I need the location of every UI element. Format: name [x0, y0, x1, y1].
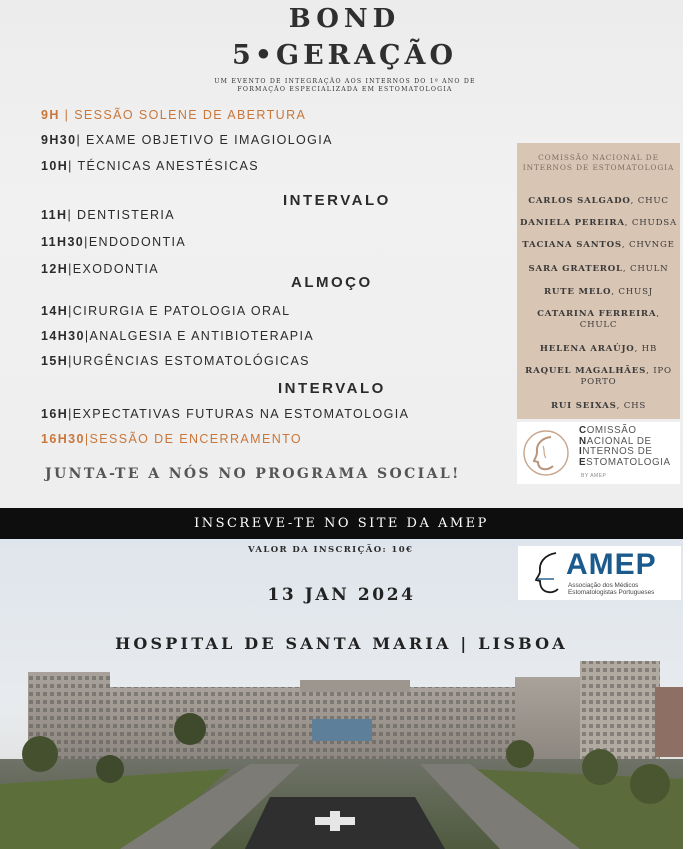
program-label: CIRURGIA E PATOLOGIA ORAL [72, 304, 291, 318]
logo-word: ACIONAL DE [586, 435, 652, 447]
member-institution: HB [641, 344, 658, 354]
commission-member: HELENA ARAÚJO, HB [539, 344, 658, 354]
event-subtitle-generation: 5•GERAÇÃO [231, 40, 458, 71]
member-name: SARA GRATEROL [528, 264, 623, 274]
program-row [41, 354, 310, 368]
program-separator: | [68, 354, 73, 368]
program-time: 14H [41, 304, 69, 318]
program-row [41, 235, 186, 249]
logo-initial: C [579, 425, 587, 436]
program-row [41, 262, 159, 276]
member-institution: CHUC [637, 196, 669, 206]
registration-fee: VALOR DA INSCRIÇÃO: 10€ [248, 545, 414, 555]
member-name: HELENA ARAÚJO [539, 344, 635, 354]
member-name: RUI SEIXAS [550, 401, 617, 411]
commission-logo-text [579, 426, 671, 468]
logo-initial: E [579, 456, 587, 468]
registration-banner [0, 508, 683, 539]
break-label: INTERVALO [278, 380, 386, 397]
program-row [41, 159, 259, 173]
program-time: 9H30 [41, 133, 77, 147]
program-label: EXODONTIA [72, 262, 160, 276]
commission-member: CATARINA FERREIRA, CHULC [537, 309, 660, 330]
member-name: RAQUEL MAGALHÃES [525, 366, 647, 376]
logo-line [579, 458, 671, 469]
amep-name: AMEP [566, 548, 657, 581]
logo-word: NTERNOS DE [582, 446, 653, 457]
member-institution: CHULC [579, 320, 618, 330]
program-row-closing [41, 432, 302, 446]
logo-word: STOMATOLOGIA [586, 456, 671, 468]
program-label: EXAME OBJETIVO E IMAGIOLOGIA [86, 133, 333, 147]
member-institution: CHUDSA [631, 218, 677, 228]
event-title: BOND [288, 4, 401, 34]
commission-member: TACIANA SANTOS, CHVNGE [522, 240, 675, 250]
right-edge [683, 0, 689, 849]
program-row [41, 304, 291, 318]
program-separator: | [68, 304, 73, 318]
commission-logo [517, 422, 680, 484]
program-time: 16H [41, 407, 69, 421]
program-label: SESSÃO DE ENCERRAMENTO [89, 432, 303, 446]
commission-member: RUI SEIXAS, CHS [550, 401, 647, 411]
program-label: EXPECTATIVAS FUTURAS NA ESTOMATOLOGIA [72, 407, 410, 421]
logo-initial: N [579, 435, 587, 447]
program-separator: | [59, 108, 75, 122]
program-time: 11H [41, 208, 68, 222]
program-separator: | [84, 235, 89, 249]
program-label: DENTISTERIA [76, 208, 176, 222]
social-program-callout: JUNTA-TE A NÓS NO PROGRAMA SOCIAL! [45, 466, 461, 482]
break-label: INTERVALO [283, 192, 391, 209]
program-time: 12H [41, 262, 69, 276]
member-institution: IPO PORTO [580, 366, 672, 387]
member-institution: CHULN [629, 264, 669, 274]
program-time: 10H [41, 159, 69, 173]
commission-member: CARLOS SALGADO, CHUC [528, 196, 669, 206]
program-label: ANALGESIA E ANTIBIOTERAPIA [89, 329, 315, 343]
event-description: UM EVENTO DE INTEGRAÇÃO AOS INTERNOS DO 1º ANO DE FORMAÇÃO ESPECIALIZADA EM ESTOMATOLOGIA [214, 78, 476, 93]
logo-initial: I [579, 446, 583, 457]
commission-title: COMISSÃO NACIONAL DE INTERNOS DE ESTOMATOLOGIA [522, 153, 675, 172]
event-location: HOSPITAL DE SANTA MARIA | LISBOA [115, 634, 568, 653]
program-time: 9H [41, 108, 60, 122]
program-label: ENDODONTIA [88, 235, 187, 249]
commission-member: RAQUEL MAGALHÃES, IPO PORTO [525, 366, 672, 387]
member-name: DANIELA PEREIRA [520, 218, 625, 228]
program-label: SESSÃO SOLENE DE ABERTURA [74, 108, 307, 122]
member-name: TACIANA SANTOS [522, 240, 622, 250]
commission-member: RUTE MELO, CHUSJ [543, 287, 654, 297]
program-time: 14H30 [41, 329, 85, 343]
program-separator: | [84, 432, 90, 446]
lunch-label: ALMOÇO [291, 274, 373, 291]
program-row [41, 407, 409, 421]
program-separator: | [84, 329, 90, 343]
program-separator: | [68, 159, 78, 173]
program-separator: | [76, 133, 87, 147]
member-institution: CHUSJ [618, 287, 654, 297]
program-label: TÉCNICAS ANESTÉSICAS [77, 159, 259, 173]
member-institution: CHS [623, 401, 647, 411]
program-separator: | [68, 407, 73, 421]
commission-panel [517, 143, 680, 419]
event-date: 13 JAN 2024 [267, 585, 416, 605]
member-institution: CHVNGE [629, 240, 675, 250]
program-row-opening [41, 108, 306, 122]
program-row [41, 133, 333, 147]
logo-byline: BY AMEP [581, 473, 607, 479]
commission-member: DANIELA PEREIRA, CHUDSA [520, 218, 677, 228]
commission-member: SARA GRATEROL, CHULN [528, 264, 669, 274]
program-time: 11H30 [41, 235, 85, 249]
member-name: CATARINA FERREIRA [537, 309, 657, 319]
member-name: CARLOS SALGADO [528, 196, 631, 206]
amep-tagline-line: Estomatologistas Portugueses [568, 589, 655, 596]
amep-tagline-line: Associação dos Médicos [568, 582, 639, 589]
program-row [41, 208, 175, 222]
member-name: RUTE MELO [543, 287, 612, 297]
program-separator: | [67, 208, 77, 222]
program-time: 15H [41, 354, 69, 368]
logo-word: OMISSÃO [586, 425, 637, 436]
registration-banner-text: INSCREVE-TE NO SITE DA AMEP [194, 516, 489, 531]
program-label: URGÊNCIAS ESTOMATOLÓGICAS [72, 354, 310, 368]
program-time: 16H30 [41, 432, 85, 446]
face-profile-icon [521, 428, 571, 478]
program-row [41, 329, 314, 343]
program-separator: | [68, 262, 73, 276]
